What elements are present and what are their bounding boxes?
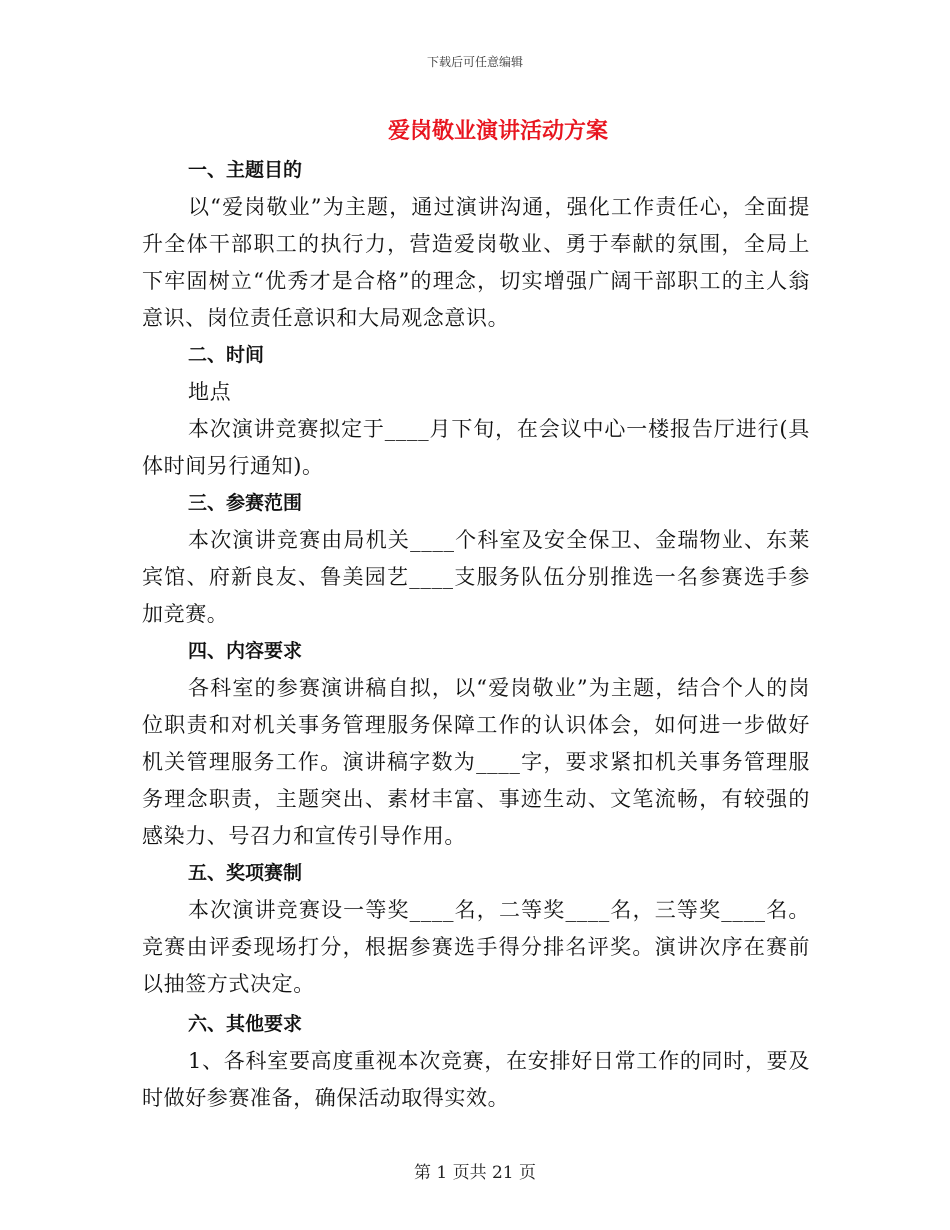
section-heading-awards: 五、奖项赛制 <box>188 862 303 884</box>
section-heading-time: 二、时间 <box>188 344 265 366</box>
section-heading-content: 四、内容要求 <box>188 640 303 662</box>
section-heading-other: 六、其他要求 <box>188 1013 303 1035</box>
section-paragraph: 1、各科室要高度重视本次竞赛，在安排好日常工作的同时，要及时做好参赛准备，确保活动取得实效。 <box>142 1049 810 1110</box>
document-title: 爱岗敬业演讲活动方案 <box>387 119 608 144</box>
document-body <box>142 152 810 1117</box>
section-paragraph: 地点 <box>188 380 232 404</box>
section-paragraph: 以“爱岗敬业”为主题，通过演讲沟通，强化工作责任心，全面提升全体干部职工的执行力，营造爱岗敬业、勇于奉献的氛围，全局上下牢固树立“优秀才是合格”的理念，切实增强广阔干部职工的主人翁意识、岗位责任意识和大局观念意识。 <box>142 195 810 330</box>
section-paragraph: 本次演讲竞赛设一等奖____名，二等奖____名，三等奖____名。竞赛由评委现场打分，根据参赛选手得分排名评奖。演讲次序在赛前以抽签方式决定。 <box>142 898 810 996</box>
page-footer: 第 1 页共 21 页 <box>413 1163 537 1183</box>
section-heading-scope: 三、参赛范围 <box>188 492 303 514</box>
section-paragraph: 本次演讲竞赛由局机关____个科室及安全保卫、金瑞物业、东莱宾馆、府新良友、鲁美园艺____支服务队伍分别推选一名参赛选手参加竞赛。 <box>142 528 810 626</box>
section-heading-purpose: 一、主题目的 <box>188 159 303 181</box>
section-paragraph: 各科室的参赛演讲稿自拟，以“爱岗敬业”为主题，结合个人的岗位职责和对机关事务管理服务保障工作的认识体会，如何进一步做好机关管理服务工作。演讲稿字数为____字，要求紧扣机关事务管理服务理念职责，主题突出、素材丰富、事迹生动、文笔流畅，有较强的感染力、号召力和宣传引导作用。 <box>142 676 810 848</box>
section-paragraph: 本次演讲竞赛拟定于____月下旬，在会议中心一楼报告厅进行(具体时间另行通知)。 <box>142 417 810 478</box>
header-note: 下载后可任意编辑 <box>426 55 523 69</box>
